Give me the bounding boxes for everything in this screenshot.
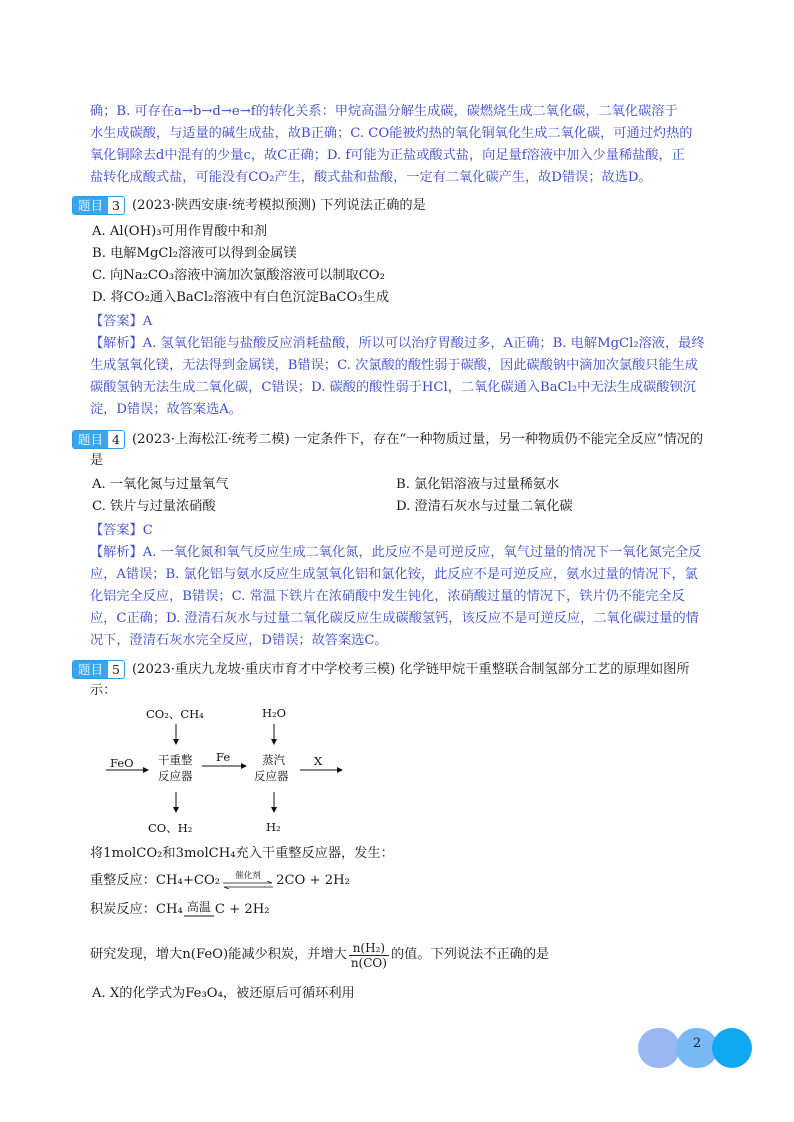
carbon-deposition-reaction xyxy=(90,900,270,918)
q4-analysis-line-3: 化铝完全反应，B错误；C. 常温下铁片在浓硝酸中发生钝化，浓硝酸过量的情况下，铁片仍不能完全反 xyxy=(90,589,685,604)
q4-analysis-line-2: 应，A错误；B. 氯化铝与氨水反应生成氢氧化铝和氯化铵，此反应不是可逆反应，氨水过量的情况下，氯 xyxy=(90,567,698,582)
diagram-fe-label: Fe xyxy=(216,750,231,764)
question-4-stem: (2023·上海松江·统考二模) 一定条件下，存在“一种物质过量，另一种物质仍不能完全反应”情况的 xyxy=(132,432,704,447)
question-tag-label: 题目 xyxy=(73,197,108,214)
q3-option-a: A. Al(OH)₃可用作胃酸中和剂 xyxy=(92,224,268,239)
prev-analysis-line-4: 盐转化成酸式盐，可能没有CO₂产生，酸式盐和盐酸，一定有二氧化碳产生，故D错误；故选D。 xyxy=(90,170,652,185)
question-4-stem-cont: 是 xyxy=(90,453,104,468)
reforming-reaction-left: 重整反应：CH₄+CO₂ xyxy=(90,872,221,888)
process-diagram xyxy=(98,704,368,844)
catalyst-label: 催化剂 xyxy=(235,871,261,881)
reactor-1-line-2: 反应器 xyxy=(158,769,193,783)
condition-line-icon xyxy=(184,914,214,918)
diagram-feo-label: FeO xyxy=(110,756,134,770)
reversible-arrow-icon xyxy=(222,881,274,889)
ratio-fraction xyxy=(349,941,389,970)
question-3-stem: (2023·陕西安康·统考模拟预测) 下列说法正确的是 xyxy=(132,198,426,213)
q3-option-c: C. 向Na₂CO₃溶液中滴加次氯酸溶液可以制取CO₂ xyxy=(92,268,385,283)
q5-findings xyxy=(90,938,549,972)
reforming-reaction xyxy=(90,872,350,889)
page-indicator-circle-3 xyxy=(712,1028,752,1068)
diagram-output-right: H₂ xyxy=(266,820,281,834)
question-tag-5 xyxy=(72,660,125,679)
prev-analysis-line-3: 氧化铜除去d中混有的少量c，故C正确；D. f可能为正盐或酸式盐，向足量f溶液中加入少量稀盐酸，正 xyxy=(90,148,685,163)
question-tag-3 xyxy=(72,196,125,215)
high-temp-label: 高温 xyxy=(186,900,211,914)
q5-option-a: A. X的化学式为Fe₃O₄，被还原后可循环利用 xyxy=(92,986,355,1001)
prev-analysis-line-1: 确；B. 可存在a→b→d→e→f的转化关系：甲烷高温分解生成碳，碳燃烧生成二氧化碳，二氧化碳溶于 xyxy=(90,104,678,119)
catalyst-arrow xyxy=(222,872,274,889)
q3-analysis-line-2: 生成氢氧化镁，无法得到金属镁，B错误；C. 次氯酸的酸性弱于碳酸，因此碳酸钠中滴加次氯酸只能生成 xyxy=(90,358,698,373)
question-tag-label: 题目 xyxy=(73,431,108,448)
page-indicator-circle-1 xyxy=(638,1028,680,1068)
q4-option-a: A. 一氧化氮与过量氧气 xyxy=(92,477,229,492)
question-tag-label: 题目 xyxy=(73,661,108,678)
q5-findings-prefix: 研究发现，增大n(FeO)能减少积炭，并增大 xyxy=(90,947,347,962)
q4-analysis-line-5: 况下，澄清石灰水完全反应，D错误；故答案选C。 xyxy=(90,633,388,648)
q3-analysis-line-4: 淀，D错误；故答案选A。 xyxy=(90,402,242,417)
diagram-output-left: CO、H₂ xyxy=(148,821,193,835)
question-5-stem-cont: 示： xyxy=(90,683,117,698)
q4-option-b: B. 氯化铝溶液与过量稀氨水 xyxy=(396,477,560,492)
q3-option-b: B. 电解MgCl₂溶液可以得到金属镁 xyxy=(92,246,297,261)
question-number: 3 xyxy=(112,198,120,213)
question-number: 4 xyxy=(112,432,120,447)
page-number: 2 xyxy=(692,1036,702,1051)
q5-setup-line: 将1molCO₂和3molCH₄充入干重整反应器，发生： xyxy=(90,846,394,861)
fraction-numerator: n(H₂) xyxy=(349,941,389,956)
diagram-input-left: CO₂、CH₄ xyxy=(146,707,204,721)
diagram-arrows xyxy=(98,704,368,844)
question-5-stem: (2023·重庆九龙坡·重庆市育才中学校考三模) 化学链甲烷干重整联合制氢部分工艺的原理如图所 xyxy=(132,662,690,677)
q4-option-d: D. 澄清石灰水与过量二氧化碳 xyxy=(396,499,573,514)
q3-answer: 【答案】A xyxy=(90,314,153,329)
high-temp-arrow xyxy=(184,900,214,918)
reactor-2-line-1: 蒸汽 xyxy=(262,753,285,767)
q3-analysis-line-3: 碳酸氢钠无法生成二氧化碳，C错误；D. 碳酸的酸性弱于HCl，二氧化碳通入BaCl₂中无法生成碳酸钡沉 xyxy=(90,380,696,395)
prev-analysis-line-2: 水生成碳酸，与适量的碱生成盐，故B正确；C. CO能被灼热的氧化铜氧化生成二氧化碳，可通过灼热的 xyxy=(90,126,693,141)
q4-analysis-line-4: 应，C正确；D. 澄清石灰水与过量二氧化碳反应生成碳酸氢钙，该反应不是可逆反应，二氧化碳过量的情 xyxy=(90,611,699,626)
reactor-2-line-2: 反应器 xyxy=(254,769,289,783)
reforming-reaction-right: 2CO + 2H₂ xyxy=(276,872,350,888)
q5-findings-suffix: 的值。下列说法不正确的是 xyxy=(390,947,550,962)
q3-option-d: D. 将CO₂通入BaCl₂溶液中有白色沉淀BaCO₃生成 xyxy=(92,290,390,305)
question-tag-4 xyxy=(72,430,125,449)
diagram-x-label: X xyxy=(314,754,323,768)
question-number: 5 xyxy=(112,662,120,677)
q3-analysis-line-1: 【解析】A. 氢氧化铝能与盐酸反应消耗盐酸，所以可以治疗胃酸过多，A正确；B. 电解MgCl₂溶液，最终 xyxy=(90,336,705,351)
q4-option-c: C. 铁片与过量浓硝酸 xyxy=(92,499,216,514)
fraction-denominator: n(CO) xyxy=(350,955,387,970)
q4-answer: 【答案】C xyxy=(90,523,153,538)
carbon-reaction-left: 积炭反应：CH₄ xyxy=(90,902,183,917)
carbon-reaction-right: C + 2H₂ xyxy=(214,902,270,917)
q4-analysis-line-1: 【解析】A. 一氧化氮和氧气反应生成二氧化氮，此反应不是可逆反应，氧气过量的情况下一氧化氮完全反 xyxy=(90,545,702,560)
diagram-input-right: H₂O xyxy=(262,706,287,720)
reactor-1-line-1: 干重整 xyxy=(158,753,193,767)
